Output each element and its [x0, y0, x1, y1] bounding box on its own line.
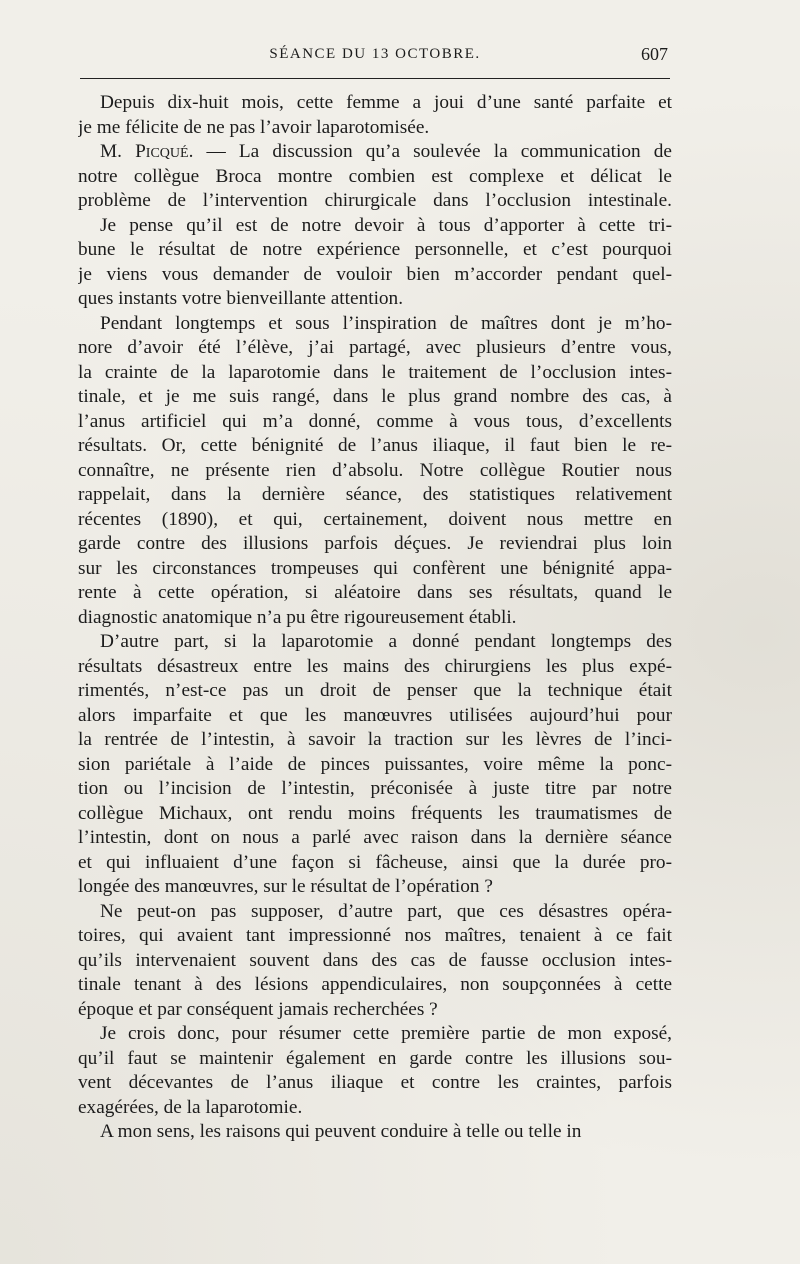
text-line: garde contre des illusions parfois déçues. Je reviendrai plus loin	[78, 533, 672, 554]
text-line: connaître, ne présente rien d’absolu. Notre collègue Routier nous	[78, 459, 672, 481]
page-number: 607	[641, 44, 668, 64]
speaker-name: M. Picqué.	[100, 141, 194, 162]
paragraph	[78, 140, 672, 312]
text-line: époque et par conséquent jamais recherchées ?	[78, 998, 438, 1020]
text-line: l’intestin, dont on nous a parlé avec raison dans la dernière séance	[78, 827, 672, 848]
text-line: sur les circonstances trompeuses qui confèrent une bénignité appa-	[78, 557, 672, 579]
running-title: SÉANCE DU 13 OCTOBRE.	[269, 46, 481, 62]
text-line: Ne peut-on pas supposer, d’autre part, que ces désastres opéra-	[100, 900, 672, 922]
text-line: longée des manœuvres, sur le résultat de l’opération ?	[78, 876, 493, 897]
text-line: qu’ils intervenaient souvent dans des cas de fausse occlusion intes-	[78, 949, 672, 971]
text-line: Je crois donc, pour résumer cette première partie de mon exposé,	[100, 1023, 672, 1044]
text-line: je viens vous demander de vouloir bien m’accorder pendant quel-	[78, 263, 672, 285]
text-line: collègue Michaux, ont rendu moins fréquents les traumatismes de	[78, 802, 672, 824]
text-line: tion ou l’incision de l’intestin, préconisée à juste titre par notre	[78, 778, 672, 799]
text-line: rappelait, dans la dernière séance, des statistiques relativement	[78, 484, 672, 505]
text-line: vent décevantes de l’anus iliaque et contre les craintes, parfois	[78, 1072, 672, 1093]
text-line: notre collègue Broca montre combien est complexe et délicat le	[78, 165, 672, 187]
text-line: ques instants votre bienveillante attention.	[78, 288, 404, 309]
text-line: résultats désastreux entre les mains des chirurgiens les plus expé-	[78, 655, 672, 677]
paragraph	[78, 630, 672, 900]
text-line: sion pariétale à l’aide de pinces puissantes, voire même la ponc-	[78, 753, 672, 775]
text-line	[78, 140, 672, 165]
paragraph	[78, 1022, 672, 1120]
text-line: récentes (1890), et qui, certainement, doivent nous mettre en	[78, 508, 672, 530]
header-rule	[80, 78, 670, 79]
text-line: rente à cette opération, si aléatoire dans ses résultats, quand le	[78, 582, 672, 603]
text-line: problème de l’intervention chirurgicale dans l’occlusion intestinale.	[78, 190, 672, 211]
paragraph	[78, 312, 672, 631]
text-line: je me félicite de ne pas l’avoir laparotomisée.	[78, 116, 430, 138]
text-line: Depuis dix-huit mois, cette femme a joui d’une santé parfaite et	[100, 92, 672, 113]
text-line: et qui influaient d’une façon si fâcheuse, ainsi que la durée pro-	[78, 851, 672, 873]
text-line: toires, qui avaient tant impressionné nos maîtres, tenaient à ce fait	[78, 925, 672, 946]
text-line: la crainte de la laparotomie dans le traitement de l’occlusion intes-	[78, 361, 672, 383]
text-line: bune le résultat de notre expérience personnelle, et c’est pourquoi	[78, 239, 672, 260]
body-text	[78, 91, 672, 1145]
text-line: D’autre part, si la laparotomie a donné pendant longtemps des	[100, 631, 672, 652]
text-line: Pendant longtemps et sous l’inspiration de maîtres dont je m’ho-	[100, 312, 672, 334]
paragraph	[78, 91, 672, 140]
text-line: tinale, et je me suis rangé, dans le plus grand nombre des cas, à	[78, 386, 672, 407]
text-line: A mon sens, les raisons qui peuvent conduire à telle ou telle in	[100, 1121, 582, 1142]
text-line: nore d’avoir été l’élève, j’ai partagé, avec plusieurs d’entre vous,	[78, 337, 672, 358]
text-line: la rentrée de l’intestin, à savoir la traction sur les lèvres de l’inci-	[78, 729, 672, 750]
text-line: l’anus artificiel qui m’a donné, comme à vous tous, d’excellents	[78, 410, 672, 432]
text-line: résultats. Or, cette bénignité de l’anus iliaque, il faut bien le re-	[78, 435, 672, 456]
running-head	[80, 44, 670, 72]
paragraph	[78, 1120, 672, 1145]
line-text: — La discussion qu’a soulevée la communication de	[206, 141, 672, 162]
text-line: rimentés, n’est-ce pas un droit de penser que la technique était	[78, 680, 672, 701]
text-line: tinale tenant à des lésions appendiculaires, non soupçonnées à cette	[78, 974, 672, 995]
paragraph	[78, 900, 672, 1023]
text-line: diagnostic anatomique n’a pu être rigoureusement établi.	[78, 606, 517, 628]
text-line: exagérées, de la laparotomie.	[78, 1096, 303, 1118]
text-line: qu’il faut se maintenir également en garde contre les illusions sou-	[78, 1047, 672, 1069]
text-line: Je pense qu’il est de notre devoir à tous d’apporter à cette tri-	[100, 214, 672, 236]
text-line: alors imparfaite et que les manœuvres utilisées aujourd’hui pour	[78, 704, 672, 726]
